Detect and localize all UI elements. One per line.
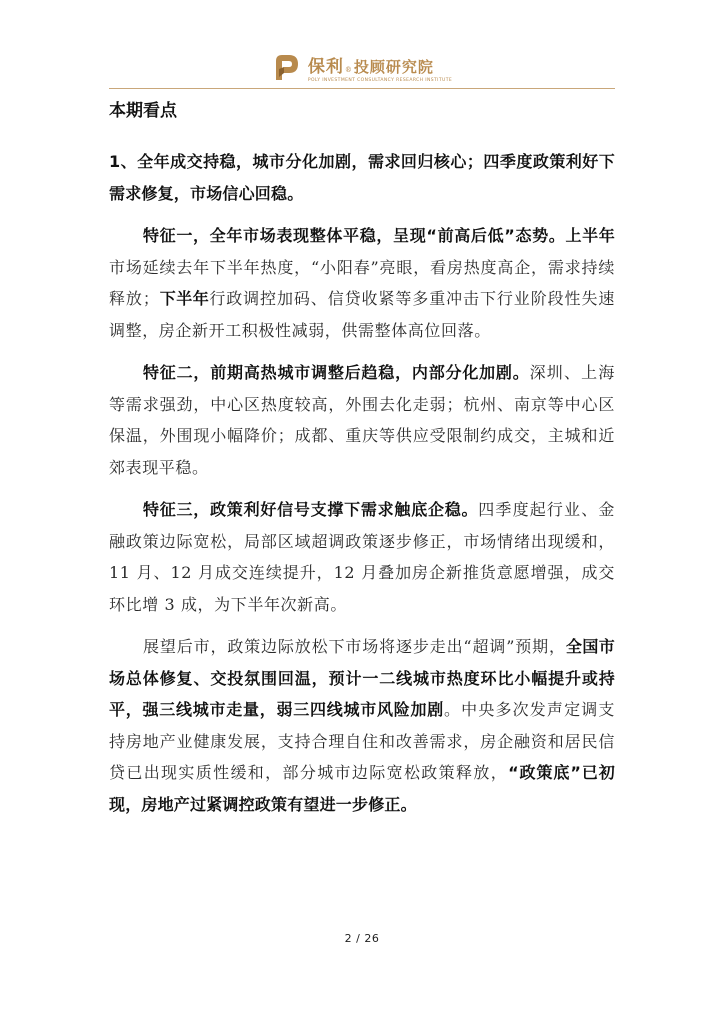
report-header <box>0 48 724 86</box>
logo-wordmark <box>308 52 452 83</box>
outlook-paragraph <box>109 631 615 820</box>
feature-paragraph-1 <box>109 220 615 346</box>
feature-paragraph-3 <box>109 494 615 620</box>
feature-3-text: 四季度起行业、金融政策边际宽松，局部区域超调政策逐步修正，市场情绪出现缓和，11 月、12 月成交连续提升，12 月叠加房企新推货意愿增强，成交环比增 3 成，为下半年次新高。 <box>109 500 615 614</box>
feature-2-lead: 特征二，前期高热城市调整后趋稳，内部分化加剧。 <box>143 363 530 382</box>
feature-2-text: 深圳、上海等需求强劲，中心区热度较高，外围去化走弱；杭州、南京等中心区保温，外围现小幅降价；成都、重庆等供应受限制约成交，主城和近郊表现平稳。 <box>109 363 615 477</box>
outlook-text-b: 。中央多次发声定调支持房地产业健康发展，支持合理自住和改善需求，房企融资和居民信贷已出现实质性缓和，部分城市边际宽松政策释放， <box>109 700 615 782</box>
feature-1-lead: 特征一，全年市场表现整体平稳，呈现“前高后低”态势。上半年 <box>143 226 615 245</box>
logo-brand: 保利 <box>307 56 344 77</box>
feature-paragraph-2 <box>109 357 615 483</box>
page-number: 2 / 26 <box>344 932 380 945</box>
logo-subtitle: POLY INVESTMENT CONSULTANCY RESEARCH INSTITUTE <box>307 77 453 83</box>
section-title: 本期看点 <box>109 101 177 121</box>
feature-1-text-a: 市场延续去年下半年热度，“小阳春”亮眼，看房热度高企，需求持续释放； <box>109 257 615 308</box>
feature-1-text-b: 行政调控加码、信贷收紧等多重冲击下行业阶段性失速调整，房企新开工积极性减弱，供需整体高位回落。 <box>109 289 615 340</box>
outlook-text-a: 展望后市，政策边际放松下市场将逐步走出“超调”预期， <box>143 637 566 656</box>
summary-heading <box>109 146 615 209</box>
feature-1-mid: 下半年 <box>159 289 210 308</box>
feature-3-lead: 特征三，政策利好信号支撑下需求触底企稳。 <box>143 500 479 519</box>
summary-heading-text: 1、全年成交持稳，城市分化加剧，需求回归核心；四季度政策利好下需求修复，市场信心回稳。 <box>109 152 615 203</box>
registered-mark: ® <box>344 65 352 74</box>
header-divider <box>109 88 615 89</box>
outlook-bold-b: “政策底”已初现，房地产过紧调控政策有望进一步修正。 <box>109 763 615 814</box>
outlook-bold-a: 全国市场总体修复、交投氛围回温，预计一二线城市热度环比小幅提升或持平，强三线城市走量，弱三四线城市风险加剧 <box>109 637 615 719</box>
poly-p-logo-icon <box>272 52 302 82</box>
logo-institute: 投顾研究院 <box>353 57 434 76</box>
document-body <box>109 146 615 831</box>
